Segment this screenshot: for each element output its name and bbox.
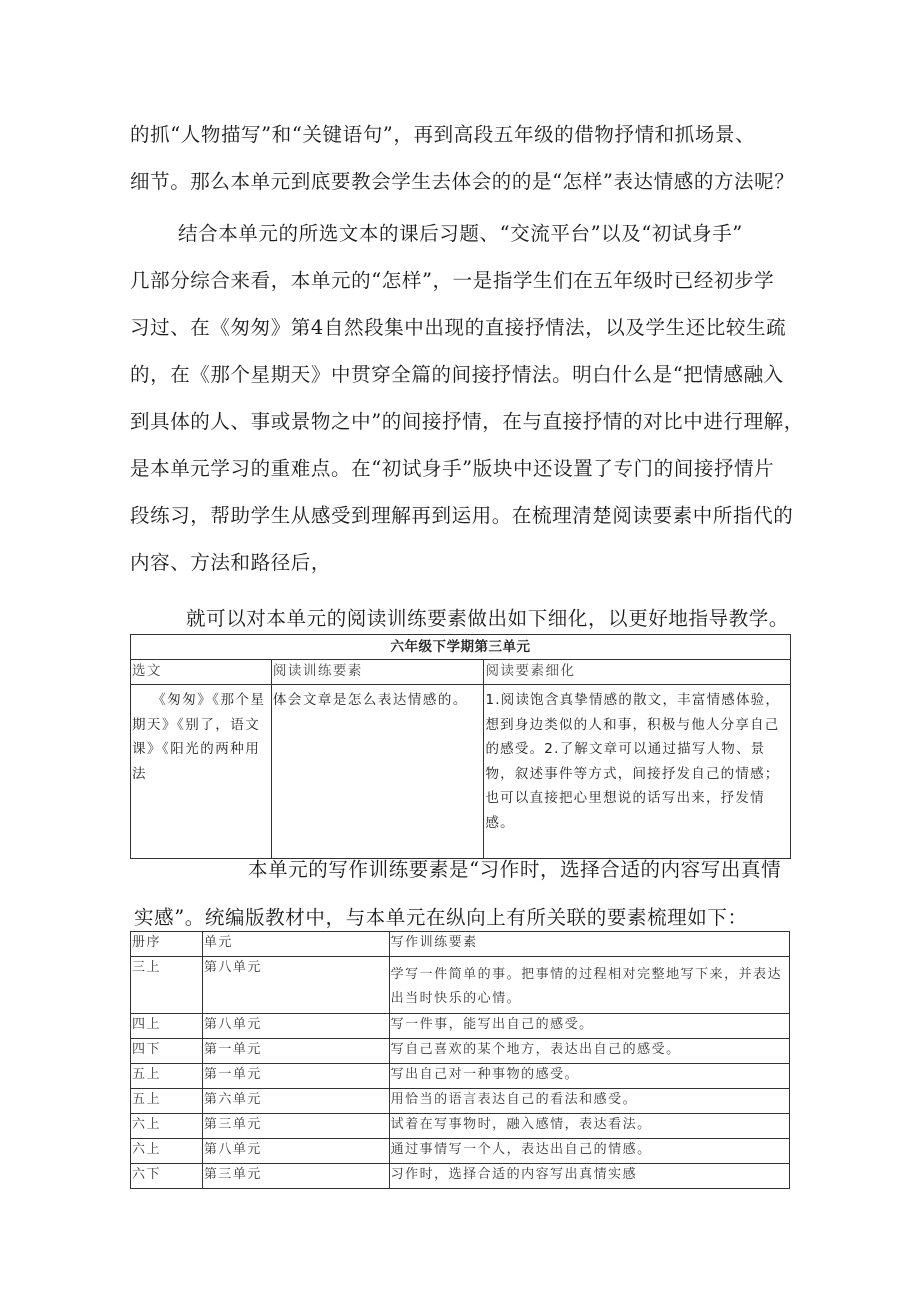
requirement-cell: 写一件事，能写出自己的感受。 [389,1014,789,1039]
paragraph-line: 几部分综合来看，本单元的“怎样”，一是指学生们在五年级时已经初步学 [130,269,775,292]
column-header: 选文 [131,660,272,685]
unit-cell: 第一单元 [202,1064,389,1089]
volume-cell: 六上 [131,1114,203,1139]
paragraph-line: 就可以对本单元的阅读训练要素做出如下细化，以更好地指导教学。 [186,607,790,630]
volume-cell: 五上 [131,1089,203,1114]
paragraph-line: 本单元的写作训练要素是“习作时，选择合适的内容写出真情 [248,858,782,881]
table-row [131,1164,790,1189]
element-detail-cell: 1.阅读饱含真挚情感的散文，丰富情感体验，想到身边类似的人和事，积极与他人分享自己的感受。2.了解文章可以通过描写人物、景物，叙述事件等方式，间接抒发自己的情感；也可以直接把心里想说的话写出来，抒发情感。 [484,685,791,859]
table-row [131,957,790,1014]
requirement-cell: 写出自己对一种事物的感受。 [389,1064,789,1089]
paragraph-line: 段练习，帮助学生从感受到理解再到运用。在梳理清楚阅读要素中所指代的 [130,504,794,527]
requirement-cell: 学写一件简单的事。把事情的过程相对完整地写下来，并表达出当时快乐的心情。 [389,957,789,1014]
unit-cell: 第一单元 [202,1039,389,1064]
unit-cell: 第八单元 [202,1139,389,1164]
paragraph-line: 习过、在《匆匆》第4自然段集中出现的直接抒情法，以及学生还比较生疏 [130,316,787,339]
paragraph-line: 细节。那么本单元到底要教会学生去体会的的是“怎样”表达情感的方法呢？ [130,170,795,193]
column-header: 阅读训练要素 [271,660,484,685]
table-title: 六年级下学期第三单元 [131,635,791,660]
reading-element-cell: 体会文章是怎么表达情感的。 [271,685,484,859]
column-header: 阅读要素细化 [484,660,791,685]
table-row [131,1014,790,1039]
unit-cell: 第八单元 [202,1014,389,1039]
table-row [131,1114,790,1139]
column-header: 单元 [202,932,389,957]
table-row [131,685,791,859]
requirement-cell: 习作时，选择合适的内容写出真情实感 [389,1164,789,1189]
paragraph-line: 是本单元学习的重难点。在“初试身手”版块中还设置了专门的间接抒情片 [130,457,775,480]
volume-cell: 六下 [131,1164,203,1189]
unit-cell: 第三单元 [202,1164,389,1189]
paragraph-line: 结合本单元的所选文本的课后习题、“交流平台”以及“初试身手” [178,222,743,245]
paragraph-line: 的，在《那个星期天》中贯穿全篇的间接抒情法。明白什么是“把情感融入 [130,363,784,386]
selected-texts-cell: 《匆匆》《那个星期天》《别了，语文课》《阳光的两种用法 [131,685,272,859]
table-row [131,1039,790,1064]
requirement-cell: 通过事情写一个人，表达出自己的情感。 [389,1139,789,1164]
volume-cell: 四下 [131,1039,203,1064]
paragraph-line: 到具体的人、事或景物之中”的间接抒情，在与直接抒情的对比中进行理解， [130,410,804,433]
column-header: 写作训练要素 [389,932,789,957]
column-header: 册序 [131,932,203,957]
volume-cell: 三上 [131,957,203,1014]
writing-elements-table [130,931,790,1189]
table-header-row [131,932,790,957]
table-row [131,1139,790,1164]
paragraph-line: 的抓“人物描写”和“关键语句”，再到高段五年级的借物抒情和抓场景、 [130,123,756,146]
table-header-row [131,660,791,685]
unit-cell: 第三单元 [202,1114,389,1139]
unit-cell: 第六单元 [202,1089,389,1114]
requirement-cell: 用恰当的语言表达自己的看法和感受。 [389,1089,789,1114]
requirement-cell: 试着在写事物时，融入感情，表达看法。 [389,1114,789,1139]
volume-cell: 六上 [131,1139,203,1164]
table-row [131,1089,790,1114]
reading-elements-table [130,634,791,859]
volume-cell: 五上 [131,1064,203,1089]
paragraph-line: 内容、方法和路径后， [130,551,332,574]
volume-cell: 四上 [131,1014,203,1039]
unit-cell: 第八单元 [202,957,389,1014]
requirement-cell: 写自己喜欢的某个地方，表达出自己的感受。 [389,1039,789,1064]
paragraph-line: 实感”。统编版教材中，与本单元在纵向上有所关联的要素梳理如下： [134,906,748,929]
table-row [131,1064,790,1089]
